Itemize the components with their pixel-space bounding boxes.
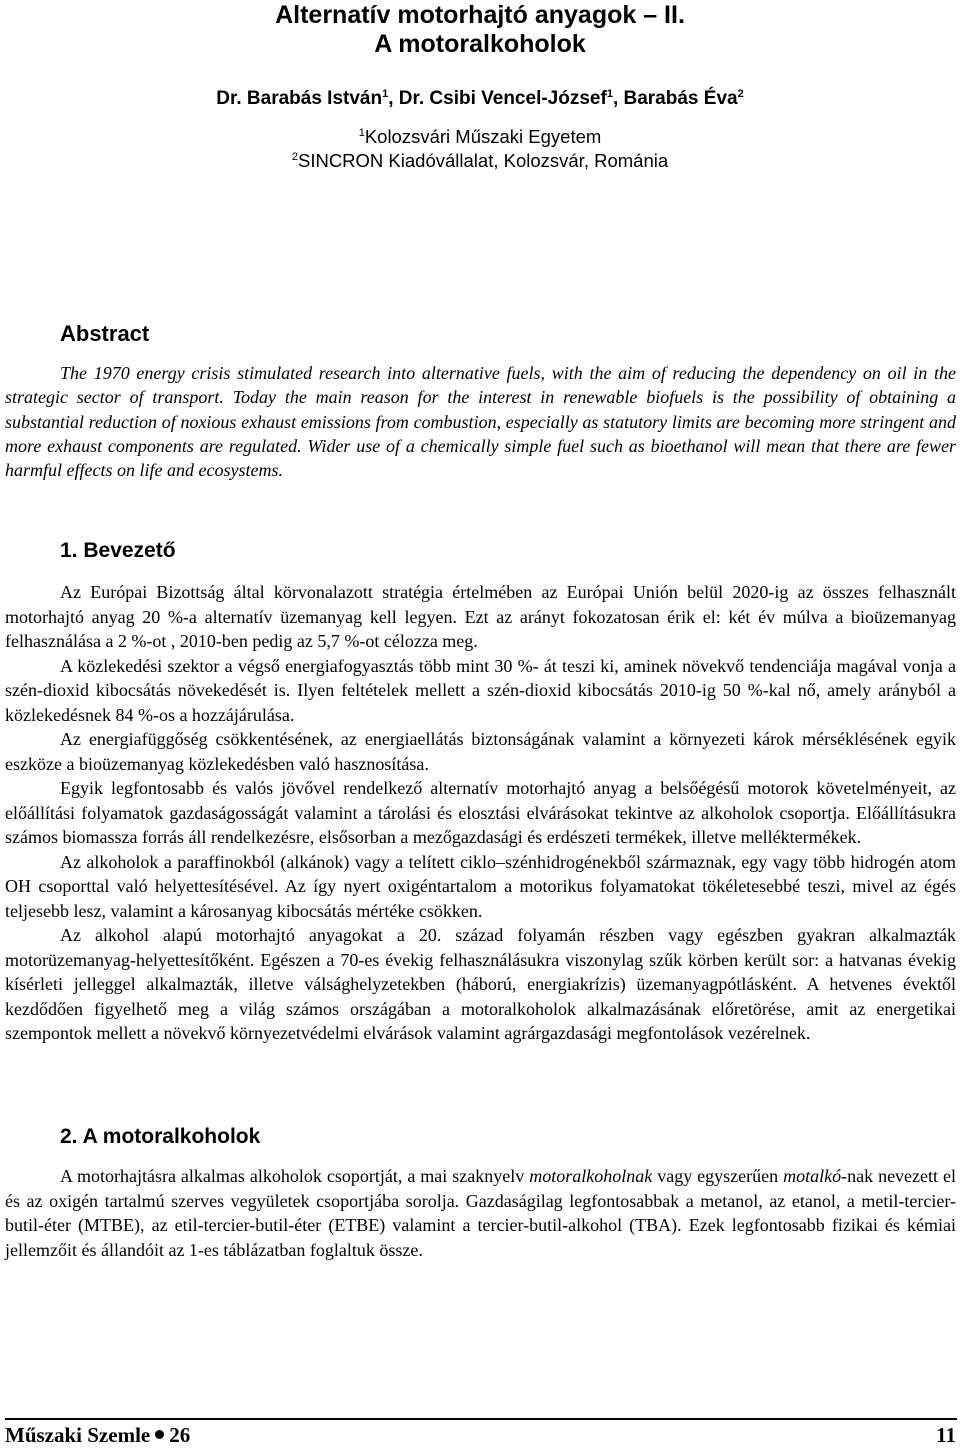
section-1-body	[5, 580, 956, 1046]
author-1: Dr. Barabás István	[216, 88, 383, 109]
author-1-affil: 1	[382, 88, 389, 100]
term-motalko: motalkó	[783, 1166, 842, 1186]
text-run: A motorhajtásra alkalmas alkoholok csoportját, a mai szaknyelv	[60, 1166, 530, 1186]
author-3: Barabás Éva	[623, 88, 738, 109]
section-1-heading: 1. Bevezető	[60, 539, 176, 562]
bullet-icon	[155, 1430, 164, 1439]
text-run: -nak nevezett el és az oxigén tartalmú szerves vegyületek csoportjába sorolja. Gazdaságilag legfontosabbak a metanol, az etanol, a metil-tercier-butil-éter (MTBE), az etil-tercier-butil-éter (ETBE) valamint a tercier-butil-alkohol (TBA). Ezek legfontosabb fizikai és kémiai jellemzőit és állandóit az 1-es táblázatban foglaltuk össze.	[5, 1166, 957, 1260]
term-motoralkohol: motoralkoholnak	[529, 1166, 653, 1186]
affiliation-2-mark: 2	[291, 151, 298, 163]
paragraph: Az alkohol alapú motorhajtó anyagokat a 20. század folyamán részben vagy egészben gyakran alkalmazták motorüzemanyag-helyettesítőként. Egészen a 70-es évekig felhasználásukra viszonylag szűk körben került sor: a hatvanas évekig kísérleti jelleggel alkalmazták, illetve válsághelyzetekben (háború, energiakrízis) üzemanyagpótlásként. A hetvenes évektől kezdődően figyelhető meg a világ számos országában a motoralkoholok alkalmazásának előretörése, amit az energetikai szempontok mellett a növekvő környezetvédelmi elvárások valamint agrárgazdasági megfontolások vezérelnek.	[5, 925, 956, 1043]
text-run: vagy egyszerűen	[652, 1166, 784, 1186]
author-line: Dr. Barabás István$^1$, Dr. Csibi Vencel-József$^1$, Barabás Éva$^2$	[216, 88, 744, 109]
author-2: Dr. Csibi Vencel-József	[398, 88, 607, 109]
affiliation-1	[0, 126, 960, 148]
journal-name: Műszaki Szemle	[5, 1423, 151, 1447]
footer-rule	[5, 1418, 957, 1420]
affiliation-1-mark: 1	[358, 127, 365, 139]
paragraph: A közlekedési szektor a végső energiafogyasztás több mint 30 %- át teszi ki, aminek növekvő tendenciája magával vonja a szén-dioxid kibocsátás növekedését is. Ilyen feltételek mellett a szén-dioxid kibocsátás 2010-ig 50 %-kal nő, amely arányból a közlekedésnek 84 %-os a hozzájárulása.	[5, 655, 956, 725]
section-2-heading: 2. A motoralkoholok	[60, 1125, 261, 1148]
paragraph: Az energiafüggőség csökkentésének, az energiaellátás biztonságának valamint a környezeti károk mérséklésének egyik eszköze a bioüzemanyag közlekedésben való hasznosítása.	[5, 729, 956, 774]
affiliation-2	[0, 150, 960, 172]
paragraph: Az alkoholok a paraffinokból (alkánok) vagy a telített ciklo–szénhidrogénekből származnak, egy vagy több hidrogén atom OH csoporttal való helyettesítésével. Az így nyert oxigéntartalom a motorikus folyamatokat tökéletesebbé teszi, mivel az égés teljesebb lesz, valamint a károsanyag kibocsátás mértéke csökken.	[5, 851, 956, 921]
abstract-text: The 1970 energy crisis stimulated research into alternative fuels, with the aim of reducing the dependency on oil in the strategic sector of transport. Today the main reason for the interest in renewable biofuels is the possibility of obtaining a substantial reduction of noxious exhaust emissions from combustion, especially as statutory limits are becoming more stringent and more exhaust components are regulated. Wider use of a chemically simple fuel such as bioethanol will mean that there are fewer harmful effects on life and ecosystems.	[5, 363, 956, 481]
author-3-affil: 2	[737, 88, 744, 100]
title-line-2: A motoralkoholok	[374, 30, 586, 58]
paragraph: Az Európai Bizottság által körvonalazott stratégia értelmében az Európai Unión belül 2020-ig az összes felhasznált motorhajtó anyag 20 %-a alternatív üzemanyag kell legyen. Ezt az arányt fokozatosan érik el: két év múlva a bioüzemanyag felhasználása a 2 %-ot , 2010-ben pedig az 5,7 %-ot célozza meg.	[5, 582, 956, 651]
section-2-body	[5, 1164, 956, 1262]
paragraph: Egyik legfontosabb és valós jövővel rendelkező alternatív motorhajtó anyag a belsőégésű motorok követelményeit, az előállítási folyamatok gazdaságosságát valamint a tárolási és elosztási elvárásokat tekintve az alkoholok csoportja. Előállításukra számos biomassza forrás áll rendelkezésre, elsősorban a mezőgazdasági és erdészeti termékek, illetve melléktermékek.	[5, 778, 956, 847]
abstract-heading: Abstract	[60, 321, 150, 346]
author-2-affil: 1	[606, 88, 613, 100]
affiliation-1-text: Kolozsvári Műszaki Egyetem	[364, 126, 602, 147]
affiliation-2-text: SINCRON Kiadóvállalat, Kolozsvár, Románia	[297, 150, 669, 171]
paragraph	[5, 1164, 956, 1262]
title-line-1: Alternatív motorhajtó anyagok – II.	[275, 1, 685, 29]
footer-journal	[5, 1423, 190, 1448]
page-number: 11	[936, 1423, 956, 1447]
issue-number: 26	[169, 1423, 191, 1447]
